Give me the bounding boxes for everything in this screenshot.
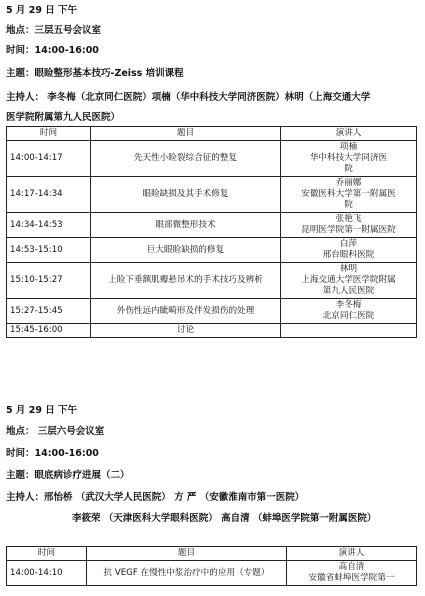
cell-time: 15:27-15:45 xyxy=(7,299,91,324)
cell-topic: 上睑下垂额肌瓣悬吊术的手术技巧及辨析 xyxy=(91,263,281,299)
speaker-affiliation: 邢台眼科医院 xyxy=(322,250,375,260)
session1-location: 地点：三层五号会议室 xyxy=(6,25,102,36)
cell-time: 14:00-14:10 xyxy=(7,561,87,586)
cell-topic: 巨大眼睑缺损的修复 xyxy=(91,238,281,263)
speaker-affiliation: 安徽医科大学第一附属医 xyxy=(301,189,396,199)
cell-topic: 先天性小睑裂综合征的整复 xyxy=(91,141,281,177)
cell-time: 15:45-16:00 xyxy=(7,324,91,338)
speaker-affiliation: 安徽省蚌埠医学院第一 xyxy=(308,573,395,583)
table-row xyxy=(7,561,417,586)
cell-time: 14:34-14:53 xyxy=(7,213,91,238)
session1-hosts-continued: 医学院附属第九人民医院） xyxy=(6,112,121,123)
speaker-name: 项楠 xyxy=(339,142,358,152)
cell-topic: 眼部微整形技术 xyxy=(91,213,281,238)
table-row xyxy=(7,324,417,338)
session1-schedule-table xyxy=(6,126,417,338)
session2-theme: 主题：眼底病诊疗进展（二） xyxy=(6,470,130,481)
cell-speaker xyxy=(281,141,417,177)
table-row xyxy=(7,213,417,238)
cell-time: 14:53-15:10 xyxy=(7,238,91,263)
speaker-affiliation: 院 xyxy=(344,200,353,210)
header-topic: 题目 xyxy=(91,127,281,141)
session1-theme: 主题：眼睑整形基本技巧-Zeiss 培训课程 xyxy=(6,68,184,79)
cell-speaker xyxy=(287,561,417,586)
cell-speaker xyxy=(281,238,417,263)
table-row xyxy=(7,263,417,299)
table-row xyxy=(7,177,417,213)
session2-location: 地点： 三层六号会议室 xyxy=(6,426,105,437)
cell-speaker xyxy=(281,324,417,338)
speaker-affiliation: 第九人民医院 xyxy=(322,286,375,296)
cell-speaker xyxy=(281,177,417,213)
speaker-name: 林明 xyxy=(339,264,358,274)
header-topic: 题目 xyxy=(87,547,287,561)
speaker-name: 白萍 xyxy=(339,239,358,249)
table-row xyxy=(7,238,417,263)
session1-time: 时间：14:00-16:00 xyxy=(6,45,99,56)
cell-speaker xyxy=(281,263,417,299)
cell-time: 15:10-15:27 xyxy=(7,263,91,299)
table-header-row xyxy=(7,127,417,141)
speaker-name: 李冬梅 xyxy=(335,300,362,310)
header-speaker: 演讲人 xyxy=(281,127,417,141)
table-row xyxy=(7,141,417,177)
session2-date: 5 月 29 日 下午 xyxy=(6,405,78,416)
cell-topic: 眼睑缺损及其手术修复 xyxy=(91,177,281,213)
session2-hosts-continued: 李筱荣 （天津医科大学眼科医院） 高自清 （蚌埠医学院第一附属医院） xyxy=(72,513,377,524)
session2-schedule-table xyxy=(6,546,417,586)
cell-topic: 外伤性远内眦畸形及伴发损伤的处理 xyxy=(91,299,281,324)
speaker-affiliation: 院 xyxy=(344,164,353,174)
cell-speaker xyxy=(281,299,417,324)
header-speaker: 演讲人 xyxy=(287,547,417,561)
speaker-affiliation: 昆明医学院第一附属医院 xyxy=(301,225,396,235)
cell-topic: 抗 VEGF 在慢性中浆治疗中的应用（专题） xyxy=(87,561,287,586)
table-row xyxy=(7,299,417,324)
cell-time: 14:17-14:34 xyxy=(7,177,91,213)
speaker-name: 张艳飞 xyxy=(335,214,362,224)
session1-date: 5 月 29 日 下午 xyxy=(6,5,78,16)
cell-time: 14:00-14:17 xyxy=(7,141,91,177)
speaker-affiliation: 华中科技大学同济医 xyxy=(309,153,388,163)
header-time: 时间 xyxy=(7,547,87,561)
header-time: 时间 xyxy=(7,127,91,141)
session2-hosts: 主持人：邢怡桥 （武汉大学人民医院） 方 严 （安徽淮南市第一医院） xyxy=(6,492,305,503)
cell-speaker xyxy=(281,213,417,238)
session2-time: 时间：14:00-16:00 xyxy=(6,448,99,459)
session1-hosts: 主持人： 李冬梅（北京同仁医院）项楠（华中科技大学同济医院）林明（上海交通大学 xyxy=(6,92,371,103)
speaker-name: 高自清 xyxy=(338,562,365,572)
speaker-name: 乔丽娜 xyxy=(335,178,362,188)
speaker-affiliation: 上海交通大学医学院附属 xyxy=(301,275,396,285)
cell-topic: 讨论 xyxy=(91,324,281,338)
speaker-affiliation: 北京同仁医院 xyxy=(322,311,375,321)
table-header-row xyxy=(7,547,417,561)
